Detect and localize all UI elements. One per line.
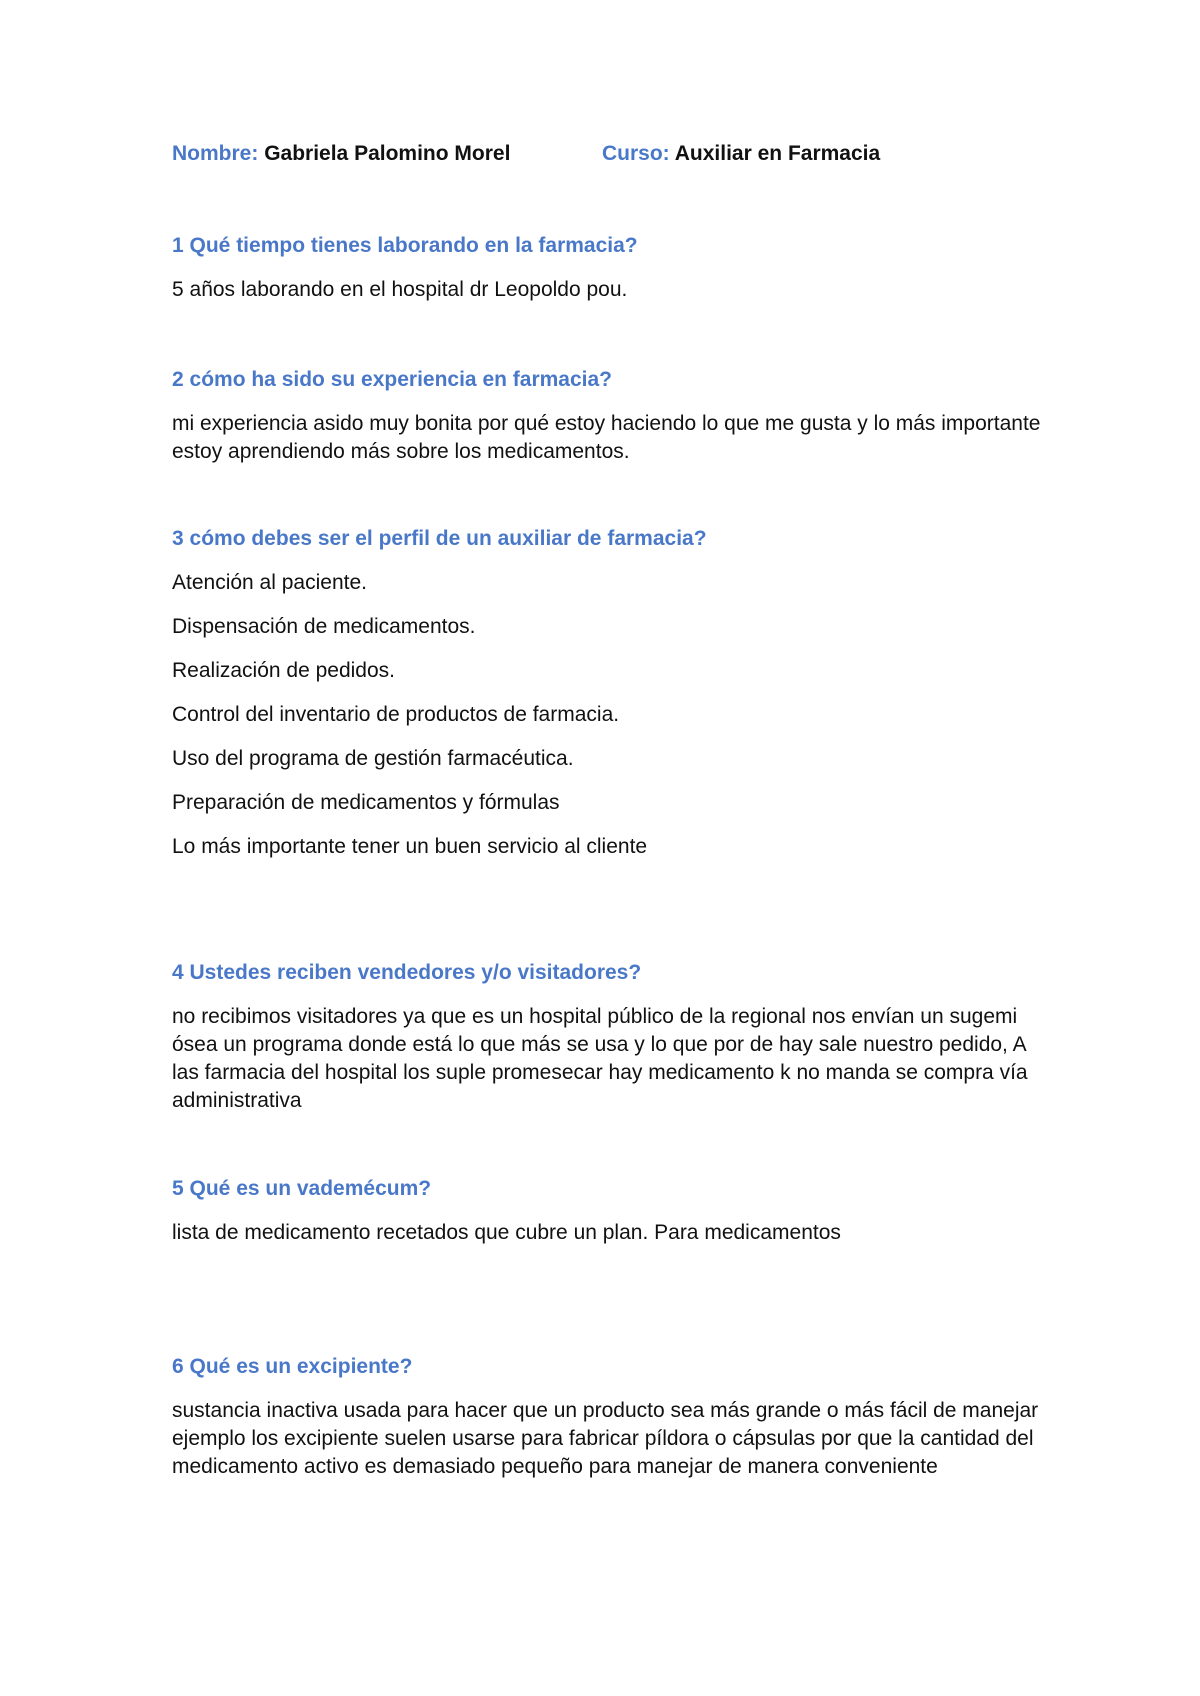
answer-5: lista de medicamento recetados que cubre un plan. Para medicamentos (172, 1221, 841, 1244)
question-block-3 (172, 525, 1052, 877)
question-2: 2 cómo ha sido su experiencia en farmacia? (172, 368, 613, 391)
curso-part (602, 142, 880, 166)
question-5: 5 Qué es un vademécum? (172, 1177, 432, 1200)
nombre-value: Gabriela Palomino Morel (264, 142, 511, 165)
profile-item: Preparación de medicamentos y fórmulas (172, 791, 560, 814)
answer-4: no recibimos visitadores ya que es un hospital público de la regional nos envían un sugemi ósea un programa donde está lo que más se usa y lo que por de hay sale nuestro pedido, A las farmacia del hospital los suple promesecar hay medicamento k no manda se compra vía administrativa (172, 1005, 1028, 1112)
profile-item: Lo más importante tener un buen servicio al cliente (172, 835, 648, 858)
profile-list (172, 569, 1052, 877)
nombre-part (172, 142, 510, 165)
curso-label: Curso: (602, 142, 670, 165)
nombre-label: Nombre: (172, 142, 259, 165)
profile-item: Dispensación de medicamentos. (172, 615, 476, 638)
question-block-2 (172, 366, 1052, 466)
question-1: 1 Qué tiempo tienes laborando en la farmacia? (172, 234, 638, 257)
profile-item: Control del inventario de productos de farmacia. (172, 703, 620, 726)
curso-value: Auxiliar en Farmacia (674, 142, 881, 165)
question-block-6 (172, 1353, 1052, 1481)
answer-2: mi experiencia asido muy bonita por qué estoy haciendo lo que me gusta y lo más importante estoy aprendiendo más sobre los medicamentos. (172, 412, 1041, 463)
question-block-4 (172, 959, 1052, 1115)
answer-6: sustancia inactiva usada para hacer que un producto sea más grande o más fácil de manejar ejemplo los excipiente suelen usarse para fabricar píldora o cápsulas por que la cantidad del medicamento activo es demasiado pequeño para manejar de manera conveniente (172, 1399, 1039, 1478)
profile-item: Realización de pedidos. (172, 659, 395, 682)
profile-item: Atención al paciente. (172, 571, 367, 594)
question-6: 6 Qué es un excipiente? (172, 1355, 413, 1378)
question-3: 3 cómo debes ser el perfil de un auxiliar de farmacia? (172, 527, 707, 550)
profile-item: Uso del programa de gestión farmacéutica. (172, 747, 574, 770)
question-block-5 (172, 1175, 1052, 1247)
question-block-1 (172, 232, 1052, 304)
question-4: 4 Ustedes reciben vendedores y/o visitadores? (172, 961, 642, 984)
document-header (172, 142, 881, 166)
answer-1: 5 años laborando en el hospital dr Leopoldo pou. (172, 278, 628, 301)
